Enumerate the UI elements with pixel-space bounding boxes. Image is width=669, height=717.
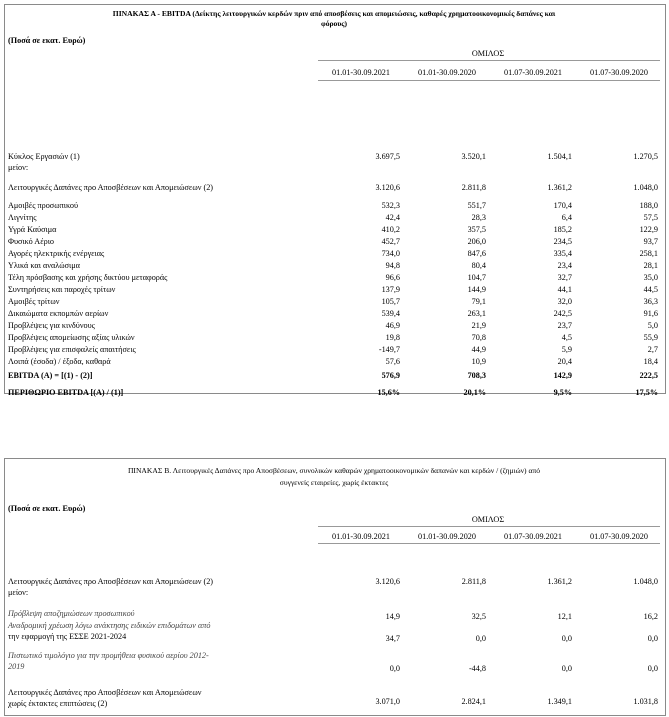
table-a-row-label: Προβλέψεις για κινδύνους	[8, 321, 95, 330]
table-b-units: (Ποσά σε εκατ. Ευρώ)	[8, 504, 86, 513]
table-a-row-value: 188,0	[639, 201, 658, 210]
table-a-row-value: 1.048,0	[633, 183, 658, 192]
table-b-minus-label: μείον:	[8, 588, 29, 597]
table-a-row-label: μείον:	[8, 163, 29, 172]
table-a-row-value: 3.697,5	[375, 152, 400, 161]
table-a-row-value: 32,7	[557, 273, 572, 282]
table-b-col-1: 01.01-30.09.2021	[332, 532, 390, 541]
table-a-row-value: 23,4	[557, 261, 572, 270]
table-a-row-value: 20,1%	[463, 388, 486, 397]
table-b-row-credit-v2: -44,8	[468, 664, 486, 673]
table-a-row-value: 6,4	[561, 213, 572, 222]
table-b-row-provision-v4: 16,2	[643, 612, 658, 621]
table-a-row-value: 847,6	[467, 249, 486, 258]
table-a-row-value: 144,9	[467, 285, 486, 294]
table-b-row-retro-v4: 0,0	[647, 634, 658, 643]
table-b-row-retro-v2: 0,0	[475, 634, 486, 643]
table-a-row-label: Τέλη πρόσβασης και χρήσης δικτύου μεταφοράς	[8, 273, 168, 282]
table-b-group-rule	[318, 526, 660, 527]
table-a-row-value: 258,1	[639, 249, 658, 258]
table-a-col-3: 01.07-30.09.2021	[504, 68, 562, 77]
table-a-row-value: 70,8	[471, 333, 486, 342]
table-a-row-value: 44,5	[643, 285, 658, 294]
table-a-row-value: 185,2	[553, 225, 572, 234]
table-a-row-value: 1.361,2	[547, 183, 572, 192]
table-b-row-credit-v1: 0,0	[389, 664, 400, 673]
table-b-row-retro-label-cont: την εφαρμογή της ΕΣΣΕ 2021-2024	[8, 632, 127, 641]
table-b-row-opex-v4: 1.048,0	[633, 577, 658, 586]
table-a-row-value: 10,9	[471, 357, 486, 366]
table-a-row-value: 79,1	[471, 297, 486, 306]
table-b-row-adjusted-v2: 2.824,1	[461, 697, 486, 706]
table-a-row-value: 142,9	[553, 371, 572, 380]
table-a-row-value: 91,6	[643, 309, 658, 318]
table-a-row-value: 104,7	[467, 273, 486, 282]
table-a-row-value: 1.504,1	[547, 152, 572, 161]
table-b-row-credit-v3: 0,0	[561, 664, 572, 673]
table-a-row-label: Προβλέψεις για επισφαλείς απαιτήσεις	[8, 345, 136, 354]
table-a-row-value: 222,5	[639, 371, 658, 380]
table-a-row-value: 708,3	[467, 371, 486, 380]
table-b-col-4: 01.07-30.09.2020	[590, 532, 648, 541]
table-b-row-adjusted-label: Λειτουργικές Δαπάνες προ Αποσβέσεων και Απομειώσεων	[8, 688, 202, 697]
table-b-row-adjusted-label-cont: χωρίς έκτακτες επιπτώσεις (2)	[8, 699, 108, 708]
table-a-row-label: Υγρά Καύσιμα	[8, 225, 57, 234]
table-b-row-opex-v3: 1.361,2	[547, 577, 572, 586]
table-a-row-value: 137,9	[381, 285, 400, 294]
table-b-title: ΠΙΝΑΚΑΣ Β. Λειτουργικές Δαπάνες προ Αποσβέσεων, συνολικών καθαρών χρηματοοικονομικών δαπανών και κερδών / (ζημιών) από	[127, 466, 541, 475]
table-a-row-label: Αμοιβές προσωπικού	[8, 201, 79, 210]
table-b-row-credit-label-cont: 2019	[8, 662, 25, 671]
table-a-row-value: 28,3	[471, 213, 486, 222]
table-a-row-label: Κύκλος Εργασιών (1)	[8, 152, 80, 161]
table-a-row-label: Λιγνίτης	[8, 213, 37, 222]
table-a-row-value: 532,3	[381, 201, 400, 210]
table-a-row-value: 28,1	[643, 261, 658, 270]
table-a-title-cont: φόρους)	[320, 19, 348, 28]
table-a-row-value: 206,0	[467, 237, 486, 246]
table-a-row-label: EBITDA (A) = [(1) - (2)]	[8, 371, 93, 380]
table-a-row-label: Προβλέψεις απομείωσης αξίας υλικών	[8, 333, 135, 342]
table-a-row-value: 2.811,8	[461, 183, 486, 192]
table-a-row-value: 234,5	[553, 237, 572, 246]
table-a-row-value: 36,3	[643, 297, 658, 306]
table-a-row-value: 96,6	[385, 273, 400, 282]
table-a-row-value: 4,5	[561, 333, 572, 342]
table-b-row-provision-v2: 32,5	[471, 612, 486, 621]
table-a-row-label: ΠΕΡΙΘΩΡΙΟ EBITDA [(A) / (1)]	[8, 388, 124, 397]
table-a-row-value: 55,9	[643, 333, 658, 342]
table-a-units: (Ποσά σε εκατ. Ευρώ)	[8, 36, 86, 45]
table-a-row-value: 18,4	[643, 357, 658, 366]
table-b-header-rule	[318, 543, 660, 544]
table-a-row-value: 263,1	[467, 309, 486, 318]
table-b-row-provision-v3: 12,1	[557, 612, 572, 621]
table-b-row-retro-v1: 34,7	[385, 634, 400, 643]
table-a-row-value: 5,0	[647, 321, 658, 330]
table-a-row-value: 19,8	[385, 333, 400, 342]
table-b-row-credit-label: Πιστωτικό τιμολόγιο για την προμήθεια φυσικού αερίου 2012-	[8, 651, 209, 660]
table-b-col-2: 01.01-30.09.2020	[418, 532, 476, 541]
table-a-group-header: ΟΜΙΛΟΣ	[471, 49, 505, 58]
table-b-col-3: 01.07-30.09.2021	[504, 532, 562, 541]
table-a-row-value: 42,4	[385, 213, 400, 222]
table-b-row-credit-v4: 0,0	[647, 664, 658, 673]
table-a-row-value: 44,1	[557, 285, 572, 294]
table-a-row-value: 242,5	[553, 309, 572, 318]
table-a-row-value: 734,0	[381, 249, 400, 258]
table-b-row-opex-label: Λειτουργικές Δαπάνες προ Αποσβέσεων και Απομειώσεων (2)	[8, 577, 214, 586]
table-a-row-value: 357,5	[467, 225, 486, 234]
table-a-row-value: 452,7	[381, 237, 400, 246]
table-a-row-label: Συντηρήσεις και παροχές τρίτων	[8, 285, 116, 294]
table-b-row-opex-v1: 3.120,6	[375, 577, 400, 586]
table-a-row-label: Υλικά και αναλώσιμα	[8, 261, 80, 270]
table-a-row-value: 5,9	[561, 345, 572, 354]
table-b-row-provision-v1: 14,9	[385, 612, 400, 621]
table-a-row-value: 94,8	[385, 261, 400, 270]
table-b-row-adjusted-v3: 1.349,1	[547, 697, 572, 706]
table-a-title: ΠΙΝΑΚΑΣ Α - EBITDA (Δείκτης λειτουργικών κερδών πριν από αποσβέσεις και απομειώσεις, καθαρές χρηματοοικονομικές δαπάνες και	[112, 9, 556, 18]
table-b-title-cont: συγγενείς εταιρείες, χωρίς έκτακτες	[279, 478, 389, 487]
table-a-row-label: Λειτουργικές Δαπάνες προ Αποσβέσεων και Απομειώσεων (2)	[8, 183, 214, 192]
table-a-row-value: 2,7	[647, 345, 658, 354]
table-a-row-value: 17,5%	[635, 388, 658, 397]
table-a-row-value: 15,6%	[377, 388, 400, 397]
table-a-row-label: Λοιπά (έσοδα) / έξοδα, καθαρά	[8, 357, 111, 366]
table-a-col-4: 01.07-30.09.2020	[590, 68, 648, 77]
table-b-group-header: ΟΜΙΛΟΣ	[471, 515, 505, 524]
table-a-row-value: 23,7	[557, 321, 572, 330]
table-a-row-value: 1.270,5	[633, 152, 658, 161]
table-b	[4, 458, 666, 716]
table-a-row-value: 3.520,1	[461, 152, 486, 161]
table-a-row-value: 57,5	[643, 213, 658, 222]
table-a-row-value: 576,9	[381, 371, 400, 380]
table-a-row-value: -149,7	[378, 345, 400, 354]
table-a-row-value: 105,7	[381, 297, 400, 306]
table-a-group-rule	[318, 60, 660, 61]
table-a-col-1: 01.01-30.09.2021	[332, 68, 390, 77]
table-a-row-value: 80,4	[471, 261, 486, 270]
table-a-row-value: 20,4	[557, 357, 572, 366]
table-a-row-value: 57,6	[385, 357, 400, 366]
table-a-row-value: 93,7	[643, 237, 658, 246]
table-a-row-label: Αμοιβές τρίτων	[8, 297, 60, 306]
table-a-row-label: Αγορές ηλεκτρικής ενέργειας	[8, 249, 105, 258]
table-a-row-value: 32,0	[557, 297, 572, 306]
table-a-row-value: 335,4	[553, 249, 572, 258]
table-a-col-2: 01.01-30.09.2020	[418, 68, 476, 77]
table-a-row-value: 21,9	[471, 321, 486, 330]
table-a-header-rule	[318, 80, 660, 81]
table-a-row-label: Δικαιώματα εκπομπών αερίων	[8, 309, 109, 318]
table-a-row-value: 3.120,6	[375, 183, 400, 192]
table-b-row-adjusted-v4: 1.031,8	[633, 697, 658, 706]
table-b-row-adjusted-v1: 3.071,0	[375, 697, 400, 706]
table-b-row-opex-v2: 2.811,8	[461, 577, 486, 586]
table-a-row-value: 35,0	[643, 273, 658, 282]
table-a-row-value: 410,2	[381, 225, 400, 234]
table-b-row-retro-label: Αναδρομική χρέωση λόγω ανάκτησης ειδικών επιδομάτων από	[8, 621, 211, 630]
table-a-row-value: 551,7	[467, 201, 486, 210]
table-b-row-retro-v3: 0,0	[561, 634, 572, 643]
table-b-row-provision-label: Πρόβλεψη αποζημιώσεων προσωπικού	[8, 609, 135, 618]
table-a-row-value: 9,5%	[553, 388, 572, 397]
table-a-row-value: 44,9	[471, 345, 486, 354]
table-a-row-value: 122,9	[639, 225, 658, 234]
table-a-row-value: 170,4	[553, 201, 572, 210]
table-a-row-value: 46,9	[385, 321, 400, 330]
table-a-row-value: 539,4	[381, 309, 400, 318]
table-a-row-label: Φυσικό Αέριο	[8, 237, 55, 246]
